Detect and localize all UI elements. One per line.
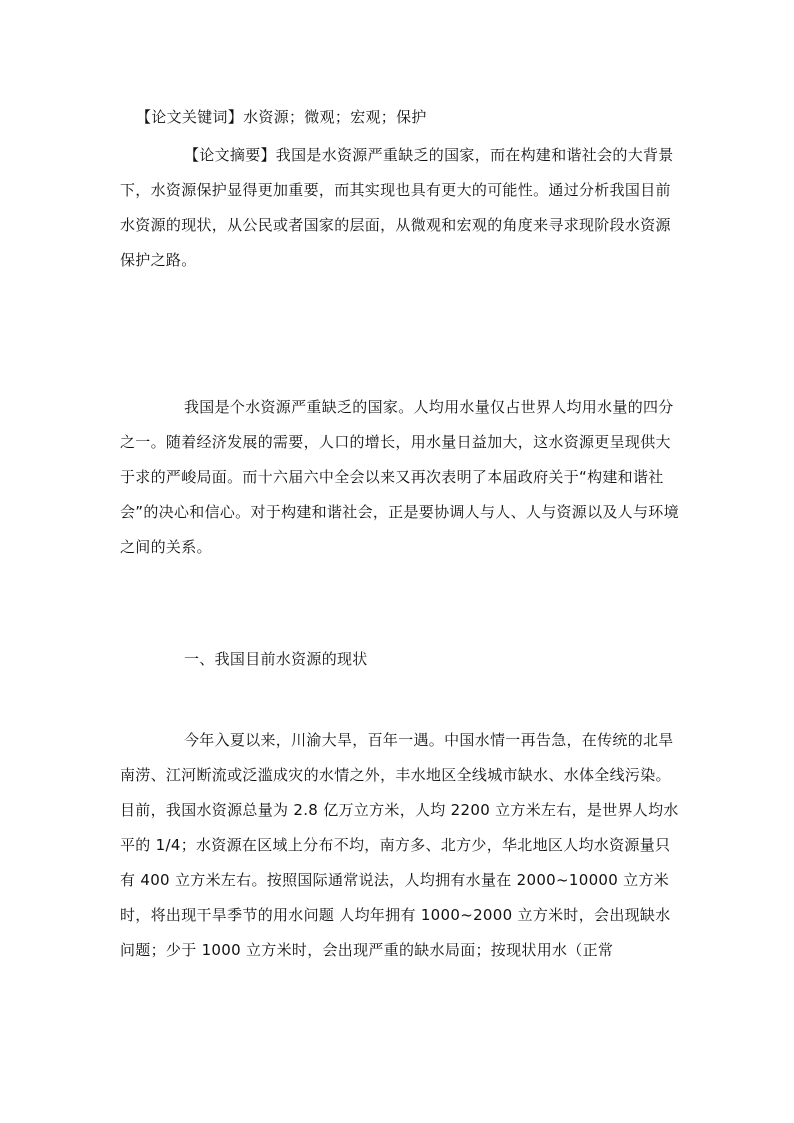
section-paragraph: 今年入夏以来，川渝大旱，百年一遇。中国水情一再告急，在传统的北旱南涝、江河断流或泛滥成灾的水情之外，丰水地区全线城市缺水、水体全线污染。目前，我国水资源总量为 2.8 亿万立方米，人均 2200 立方米左右，是世界人均水平的 1/4；水资源在区域上分布不均，南方多、北方少，华北地区人均水资源量只有 400 立方米左右。按照国际通常说法，人均拥有水量在 2000~10000 立方米时，将出现干旱季节的用水问题 人均年拥有 1000~2000 立方米时，会出现缺水问题；少于 1000 立方米时，会出现严重的缺水局面；按现状用水（正常 xyxy=(120,731,679,959)
intro-paragraph: 我国是个水资源严重缺乏的国家。人均用水量仅占世界人均用水量的四分之一。随着经济发展的需要，人口的增长，用水量日益加大，这水资源更呈现供大于求的严峻局面。而十六届六中全会以来又再次表明了本届政府关于“构建和谐社会”的决心和信心。对于构建和谐社会，正是要协调人与人、人与资源以及人与环境之间的关系。 xyxy=(120,398,679,556)
section-heading: 一、我国目前水资源的现状 xyxy=(184,650,368,668)
keywords-line: 【论文关键词】水资源；微观；宏观；保护 xyxy=(136,108,427,126)
abstract-paragraph: 【论文摘要】我国是水资源严重缺乏的国家，而在构建和谐社会的大背景下，水资源保护显得更加重要，而其实现也具有更大的可能性。通过分析我国目前水资源的现状，从公民或者国家的层面，从微观和宏观的角度来寻求现阶段水资源保护之路。 xyxy=(120,146,674,269)
